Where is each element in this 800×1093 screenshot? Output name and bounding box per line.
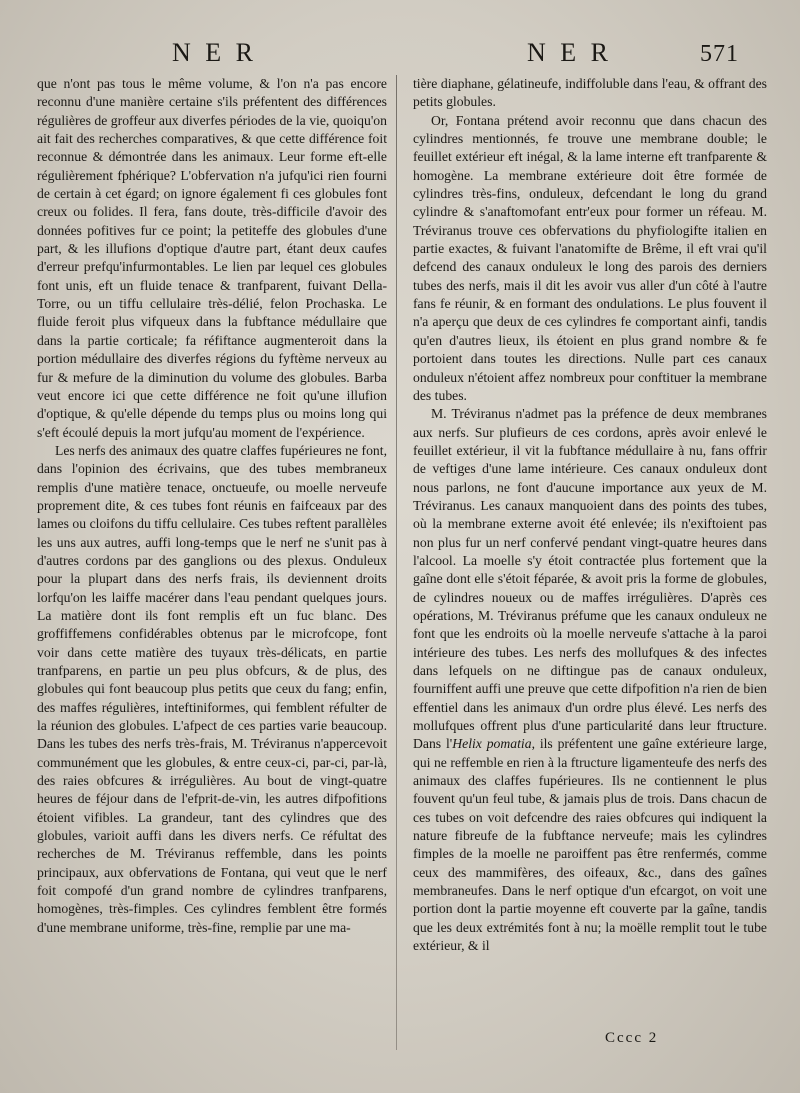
paragraph-text: M. Tréviranus n'admet pas la préfence de deux membranes aux nerfs. Sur plufieurs de ces cordons, après avoir enlevé le feuillet extérieur, il vit la fubftance médullaire à nu, fans offrir de veftiges d'une lame intérieure. Ces canaux onduleux dont nous parlons, ne font d'aucune importance aux yeux de M. Tréviranus. Les canaux manquoient dans des points des tubes, où la membrane externe avoit été enlevée; ils n'exiftoient pas non plus fur un nerf confervé pendant vingt-quatre heures dans l'alcool. La moelle s'y étoit contractée plus fortement que la gaîne dont elle s'étoit féparée, & avoit pris la forme de globules, de cylindres noueux ou de maffes irrégulières. D'après ces opérations, M. Tréviranus préfume que les canaux onduleux ne font que les endroits où la moelle nerveufe s'attache à la paroi intérieure des tubes. Les nerfs des mollufques & des infectes dans lefquels on ne diftingue pas de canaux onduleux, fourniffent auffi une preuve que cette difpofition n'a rien de bien effentiel dans les animaux d'un ordre plus élevé. Les nerfs des mollufques offrent plus d'une particularité dans leur ftructure. Dans l' — [413, 406, 767, 752]
page-number: 571 — [700, 41, 739, 67]
species-name: Helix pomatia — [452, 736, 532, 752]
paragraph — [413, 405, 767, 955]
left-column — [37, 75, 387, 937]
paragraph: tière diaphane, gélatineufe, indiffoluble dans l'eau, & offrant des petits globules. — [413, 76, 767, 110]
paragraph: Les nerfs des animaux des quatre claffes fupérieures ne font, dans l'opinion des écrivains, que des tubes membraneux remplis d'une matière tenace, onctueufe, ou moelle nerveufe proprement dite, & ces tubes font réunis en faifceaux par des lames ou cloifons du tiffu cellulaire. Ces tubes reftent parallèles les uns aux autres, auffi long-temps que le nerf ne s'unit pas à d'autres cordons par des ganglions ou des plexus. Onduleux pour la plupart dans des nerfs frais, ils deviennent droits lorfqu'on les laiffe macérer dans l'eau pendant quelques jours. La matière dont ils font remplis eft un fuc blanc. Des groffiffemens confidérables obtenus par le microfcope, font voir dans cette matière des tuyaux très-délicats, en partie tranfparens, en partie un peu plus obfcurs, & de plus, des globules qui font beaucoup plus petits que ceux du fang; enfin, des maffes régulières, inteftiniformes, qui femblent réfulter de la réunion des globules. L'afpect de ces parties varie beaucoup. Dans les tubes des nerfs très-frais, M. Tréviranus n'appercevoit communément que les globules, & entre ceux-ci, par-ci, par-là, des raies obfcures & irrégulières. Au bout de vingt-quatre heures de féjour dans de l'efprit-de-vin, les autres difpofitions étoient vifibles. La grandeur, tant des cylindres que des globules, varioit auffi dans les divers nerfs. Ce réfultat des recherches de M. Tréviranus reffemble, dans les points principaux, aux obfervations de Fontana, qui veut que le nerf foit compofé d'un grand nombre de cylindres tranfparens, homogènes, très-fimples. Ces cylindres femblent être formés d'une membrane uniforme, très-fine, remplie par une ma- — [37, 442, 387, 935]
signature-mark: Cccc 2 — [605, 1030, 659, 1046]
right-column — [413, 75, 767, 956]
running-head-right: N E R — [527, 38, 612, 67]
paragraph: que n'ont pas tous le même volume, & l'on n'a pas encore reconnu d'une manière certaine s'ils préfentent des différences régulières de groffeur aux diverfes périodes de la vie, quoiqu'on ait fait des recherches comparatives, & que cette différence foit reconnue & démontrée dans les animaux. Leur forme eft-elle régulièrement fphérique? L'obfervation n'a jufqu'ici rien fourni de certain à cet égard; on ignore également fi ces globules font creux ou folides. Il fera, fans doute, très-difficile d'avoir des données pofitives fur ce point; la petiteffe des globules d'une part, & les illufions d'optique d'autre part, étant deux caufes d'erreur prefqu'infurmontables. Le lien par lequel ces globules font unis, eft un fluide tenace & tranfparent, fuivant Della-Torre, ou un tiffu cellulaire très-délié, felon Prochaska. Le fluide feroit plus vifqueux dans la fubftance médullaire que dans la partie corticale; fa réfiftance augmenteroit dans la portion médullaire des diverfes régions du fyftème nerveux au fur & mefure de la diminution du volume des globules. Barba veut encore ici que cette différence ne foit qu'une illufion d'optique, & qu'elle dépende du temps plus ou moins long qui s'eft écoulé depuis la mort jufqu'au moment de l'expérience. — [37, 76, 387, 440]
paragraph: Or, Fontana prétend avoir reconnu que dans chacun des cylindres mentionnés, fe trouve une membrane double; le feuillet extérieur eft inégal, & la lame interne eft tranfparente & homogène. La membrane extérieure doit être formée de cylindres très-fins, onduleux, defcendant le long du grand cylindre & s'anaftomofant entr'eux pour former un réfeau. M. Tréviranus trouve ces obfervations du phyfiologifte italien en partie exactes, & fuivant l'anatomifte de Brême, il eft vrai qu'il defcend des canaux onduleux le long des parois des derniers tubes des nerfs, mais il dit les avoir vus aller d'un côté à l'autre fans fe réunir, & en formant des ondulations. Le plus fouvent il n'a aperçu que deux de ces cylindres fe comportant ainfi, tandis qu'en d'autres lieux, ils étoient en plus grand nombre & fe portoient dans toutes les directions. Nulle part ces canaux onduleux n'étoient affez nombreux pour conftituer la membrane des tubes. — [413, 112, 767, 403]
running-head-left: N E R — [172, 38, 257, 67]
paragraph-text: , ils préfentent une gaîne extérieure large, qui ne reffemble en rien à la ftructure ligamenteufe des nerfs des animaux des claffes fupérieures. Ils ne contiennent le plus fouvent qu'un feul tube, & jamais plus de trois. Dans chacun de ces tubes on voit defcendre des raies obfcures qui indiquent la nature fibreufe de la fubftance nerveufe; mais les cylindres fimples de la moelle ne paroiffent pas être renfermés, comme ceux des mammifères, des oifeaux, &c., dans des gaînes membraneufes. Dans le nerf optique d'un efcargot, on voit une portion dont la partie moyenne eft couverte par la gaîne, tandis que les deux extrémités font à nu; la moëlle remplit tout le tube extérieur, & il — [413, 736, 767, 954]
column-divider — [396, 75, 397, 1050]
